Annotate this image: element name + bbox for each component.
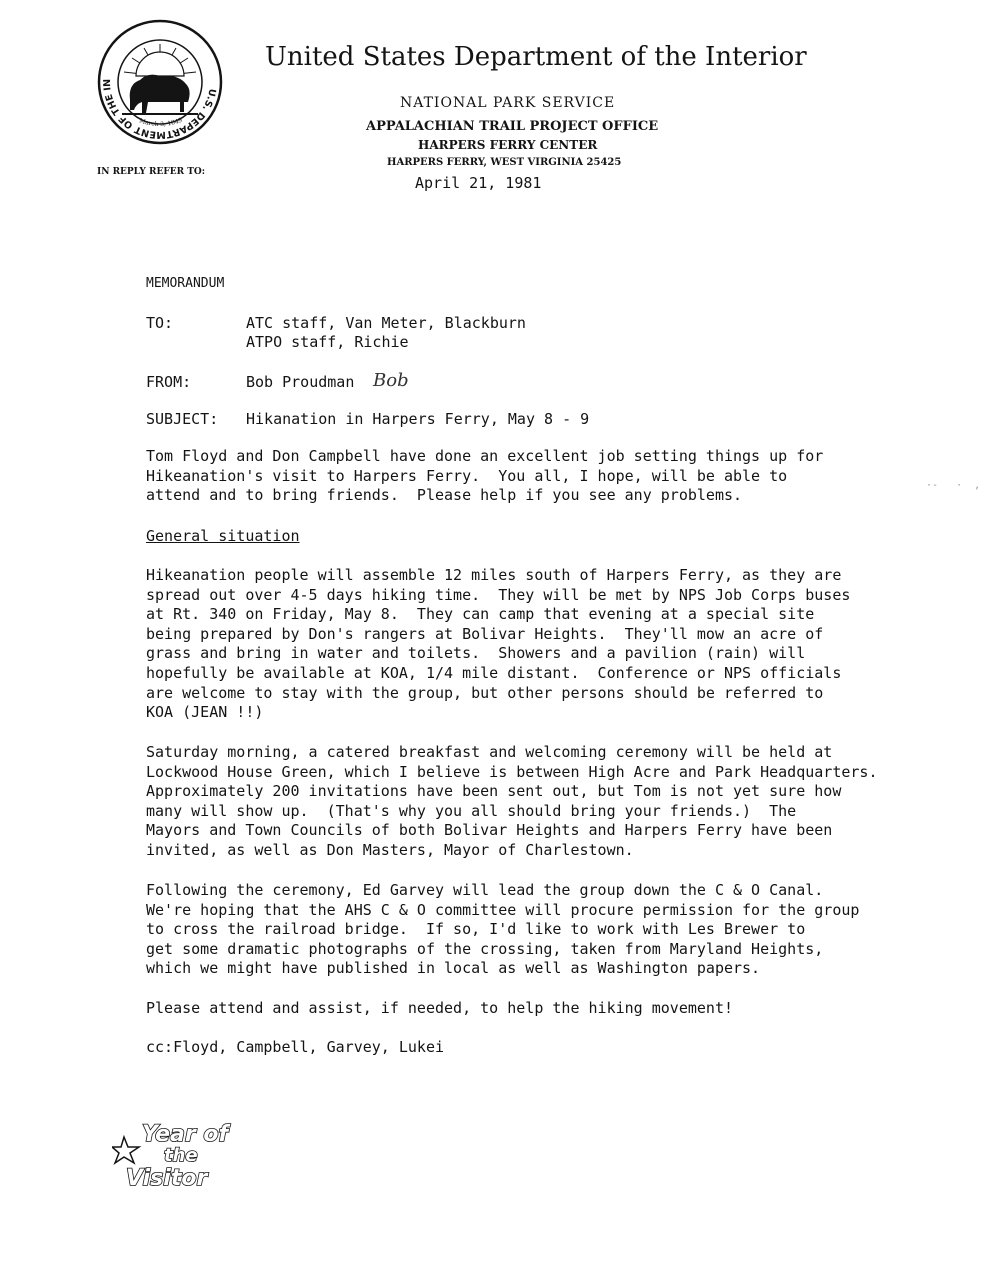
- logo-line-1: Year of: [142, 1122, 229, 1147]
- center-name: HARPERS FERRY CENTER: [418, 138, 598, 152]
- office-name: APPALACHIAN TRAIL PROJECT OFFICE: [366, 119, 659, 134]
- from-label: FROM:: [146, 373, 192, 391]
- intro-paragraph: Tom Floyd and Don Campbell have done an excellent job setting things up for Hikeanation's visit to Harpers Ferry. You all, I hope, will be able to attend and to bring friends. Please help if you see any problems.: [146, 447, 824, 505]
- bison-seal-icon: [96, 18, 224, 146]
- scan-mark: ·- · ,: [926, 480, 981, 491]
- cc-line: cc:Floyd, Campbell, Garvey, Lukei: [146, 1038, 445, 1056]
- subject-label: SUBJECT:: [146, 410, 219, 428]
- situation-paragraph: Hikeanation people will assemble 12 miles south of Harpers Ferry, as they are spread out over 4-5 days hiking time. They will be met by NPS Job Corps buses at Rt. 340 on Friday, May 8. They can camp that evening at a special site being prepared by Don's rangers at Bolivar Heights. They'll mow an acre of grass and bring in water and toilets. Showers and a pavilion (rain) will hopefully be available at KOA, 1/4 mile distant. Conference or NPS officials are welcome to stay with the group, but other persons should be referred to KOA (JEAN !!): [146, 566, 851, 722]
- to-recipients-line-2: ATPO staff, Richie: [246, 333, 409, 351]
- star-icon: [112, 1137, 139, 1163]
- reply-refer-label: IN REPLY REFER TO:: [97, 167, 206, 177]
- office-address: HARPERS FERRY, WEST VIRGINIA 25425: [387, 157, 622, 168]
- handwritten-initials: Bob: [373, 370, 409, 391]
- department-seal: [96, 18, 224, 146]
- memo-heading: MEMORANDUM: [146, 276, 225, 291]
- from-sender: Bob Proudman: [246, 373, 355, 391]
- logo-line-3: Visitor: [126, 1166, 208, 1191]
- to-recipients-line-1: ATC staff, Van Meter, Blackburn: [246, 314, 526, 332]
- canal-paragraph: Following the ceremony, Ed Garvey will lead the group down the C & O Canal. We're hoping that the AHS C & O committee will procure permission for the group to cross the railroad bridge. If so, I'd like to work with Les Brewer to get some dramatic photographs of the crossing, taken from Maryland Heights, which we might have published in local as well as Washington papers.: [146, 881, 860, 978]
- section-heading: General situation: [146, 527, 300, 545]
- seal-ring-text: U.S. DEPARTMENT OF THE IN: [101, 78, 218, 141]
- agency-name: NATIONAL PARK SERVICE: [400, 95, 616, 111]
- year-of-the-visitor-logo: [112, 1115, 232, 1195]
- memo-date: April 21, 1981: [415, 174, 542, 192]
- logo-line-2: the: [164, 1145, 198, 1166]
- subject-text: Hikanation in Harpers Ferry, May 8 - 9: [246, 410, 590, 428]
- seal-date-text: March 3, 1849: [138, 116, 184, 129]
- to-label: TO:: [146, 314, 174, 332]
- ceremony-paragraph: Saturday morning, a catered breakfast and welcoming ceremony will be held at Lockwood House Green, which I believe is between High Acre and Park Headquarters. Approximately 200 invitations have been sent out, but Tom is not yet sure how many will show up. (That's why you all should bring your friends.) The Mayors and Town Councils of both Bolivar Heights and Harpers Ferry have been invited, as well as Don Masters, Mayor of Charlestown.: [146, 743, 878, 859]
- closing-line: Please attend and assist, if needed, to help the hiking movement!: [146, 999, 733, 1017]
- department-title: United States Department of the Interior: [265, 42, 807, 72]
